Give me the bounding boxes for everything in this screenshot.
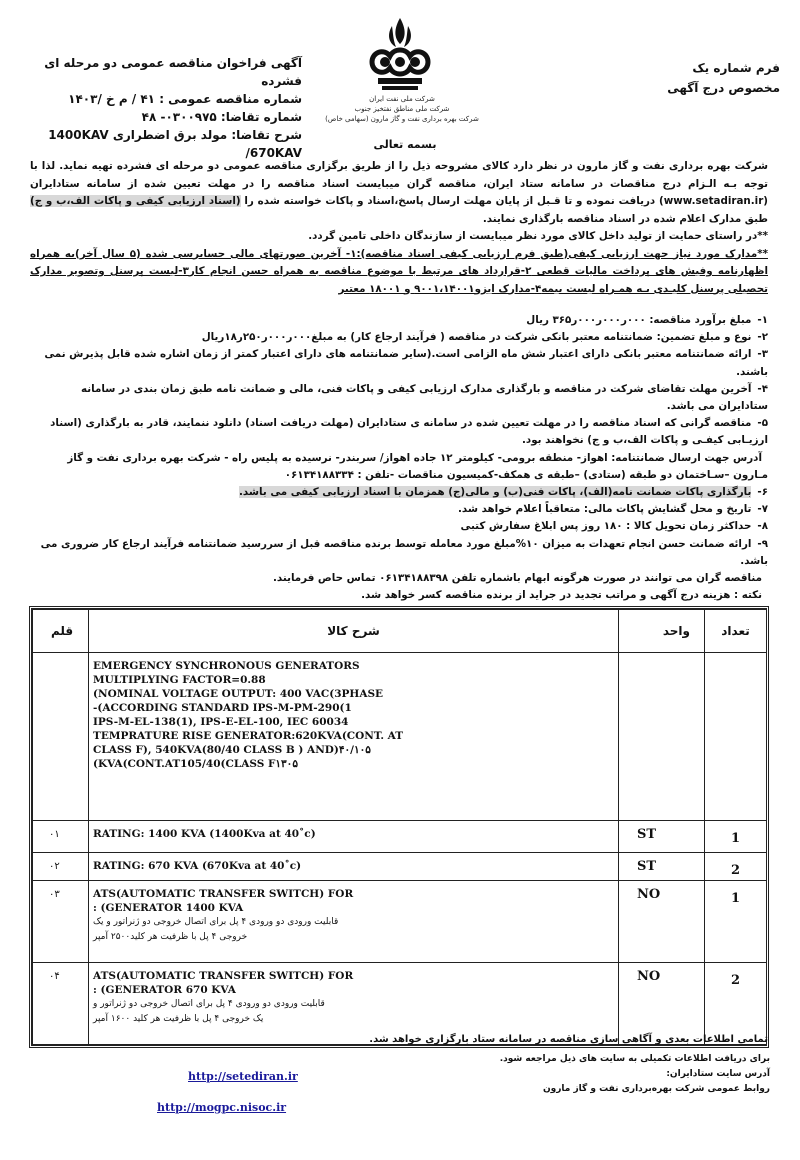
condition-number: ۳- — [757, 348, 768, 361]
col-header-item: قلم — [33, 610, 89, 653]
spec-line: -(ACCORDING STANDARD IPS-M-PM-290(1 — [93, 702, 352, 714]
condition-text: مناقصه گران می توانند در صورت هرگونه ابهام باشماره تلفن ۰۶۱۳۴۱۸۸۳۹۸ تماس حاص فرمایند. — [273, 572, 762, 585]
condition-number: ۶- — [757, 486, 768, 499]
condition-text: ارائه ضمانت حسن انجام تعهدات به میزان ۱۰%مبلغ مورد معامله توسط برنده مناقصه قبل از سررسید ضمانتنامه فرآیند ارجاع کار ضروری می باشد. — [40, 537, 768, 567]
ad-header — [12, 54, 302, 162]
contact-line: برای دریافت اطلاعات تکمیلی به سایت های ذیل مراجعه شود. — [499, 1054, 770, 1064]
condition-number: ۷- — [757, 503, 768, 516]
item-description — [89, 821, 619, 853]
ad-title: آگهی فراخوان مناقصه عمومی دو مرحله ای فشرده — [44, 56, 302, 88]
item-note: خروجی ۴ پل با ظرفیت هر کلید۲۵۰۰ آمپر — [93, 932, 248, 942]
company-line: شرکت ملی نفت ایران — [369, 95, 435, 103]
conditions-list — [30, 312, 768, 604]
nioc-logo-icon — [352, 14, 448, 94]
condition-text: نوع و مبلغ تضمین: ضمانتنامه معتبر بانکی شرکت در مناقصه ( فرآیند ارجاع کار) به مبلغ۰۰۰ر۰۰۰ر۲۵۰ر۱۸ریال — [201, 331, 752, 344]
item-note: قابلیت ورودی دو ورودی ۴ پل برای اتصال خروجی دو ژنراتور و یک — [93, 917, 339, 927]
request-number: شماره تقاضا: ۰۳۰۰۹۷۵- ۴۸ — [141, 110, 302, 124]
item-unit: ST — [619, 821, 705, 853]
item-title: RATING: 1400 KVA (1400Kva at 40˚c) — [93, 828, 316, 840]
condition-number: ۴- — [757, 382, 768, 395]
col-header-description: شرح کالا — [89, 610, 619, 653]
tender-number: شماره مناقصه عمومی : ۴۱ / م خ /۱۴۰۳ — [68, 92, 302, 106]
intro-paragraph — [30, 158, 768, 228]
item-title: RATING: 670 KVA (670Kva at 40˚c) — [93, 860, 302, 872]
mogpc-link[interactable]: http://mogpc.nisoc.ir — [157, 1101, 287, 1114]
condition-item — [30, 329, 768, 346]
request-description: شرح تقاضا: مولد برق اضطراری 1400KAV /670KAV — [48, 128, 302, 160]
condition-text: آدرس جهت ارسال ضمانتنامه: اهواز- منطقه برومی- کیلومتر ۱۲ جاده اهواز/ سربندر- نرسیده به پلیس راه - شرکت بهره برداری نفت و گاز مـارون –سـاختمان دو طبقه (ستادی) –طبقه ی همکف-کمیسیون مناقصات -تلفن : ۰۶۱۳۴۱۸۸۳۳۴ — [67, 451, 768, 481]
domestic-note: **در راستای حمایت از تولید داخل کالای مورد نظر میبایست از سازندگان داخلی تامین گردد. — [308, 230, 768, 242]
general-description — [89, 653, 619, 821]
item-unit: NO — [619, 881, 705, 963]
contact-line: روابط عمومی شرکت بهره‌برداری نفت و گاز مارون — [542, 1084, 770, 1094]
footer-note: تمامی اطلاعات بعدی و آگاهی سازی مناقصه در سامانه ستاد بارگزاری خواهد شد. — [369, 1034, 768, 1045]
item-quantity: 1 — [705, 881, 767, 963]
bismillah: بسمه تعالی — [373, 138, 437, 151]
table-row — [33, 821, 767, 853]
item-number: ۰۱ — [33, 821, 89, 853]
spec-line: TEMPRATURE RISE GENERATOR:620KVA(CONT. AT — [93, 730, 404, 742]
item-description — [89, 853, 619, 881]
item-unit: NO — [619, 963, 705, 1045]
condition-number: ۸- — [757, 520, 768, 533]
condition-text: آخرین مهلت تقاضای شرکت در مناقصه و بارگذاری مدارک ارزیابی کیفی و پاکات فنی، مالی و ضمانت نامه طبق زمان بندی در سامانه ستادایران می باشد. — [81, 382, 768, 413]
condition-item — [30, 346, 768, 380]
highlighted-text: (اسناد ارزیابی کیفی و پاکات الف،ب و ج) — [30, 195, 241, 207]
condition-number: ۹- — [757, 537, 768, 550]
general-description-row — [33, 653, 767, 821]
condition-item — [30, 536, 768, 570]
condition-item — [30, 450, 768, 484]
item-number: ۰۴ — [33, 963, 89, 1045]
table-cell — [619, 653, 705, 821]
item-description — [89, 963, 619, 1045]
item-number: ۰۲ — [33, 853, 89, 881]
condition-number: ۲- — [757, 331, 768, 344]
condition-text: نکته : هزینه درج آگهی و مراتب تجدید در جراید از برنده مناقصه کسر خواهد شد. — [361, 589, 762, 602]
condition-text: مبلغ برآورد مناقصه: ۰۰۰ر۰۰۰ر۰۰۰ر۳۶۵ ریال — [526, 314, 752, 326]
setadiran-link[interactable]: http://setediran.ir — [188, 1070, 298, 1083]
intro-section — [30, 158, 768, 298]
qualification-docs: **مدارک مورد نیاز جهت ارزیابی کیفی(طبق فرم ارزیابی کیفی اسناد مناقصه):۱- آخرین صورتهای مالی حسابرسی شده (۵ سال آخر)به همراه اظهارنامه وفیش های پرداخت مالیات قطعی ۲-قرارداد های مرتبط با موضوع مناقصه به همراه حسن انجام کار۳-لیست پرسنل وتصویر مدارک تحصیلی پرسنل کلیـدی بـه همـراه لیست بیمه۴-مدارک ایزو۹۰۰۱،۱۴۰۰۱ و ۱۸۰۰۱ معتبر — [30, 247, 768, 295]
condition-item — [30, 518, 768, 535]
item-unit: ST — [619, 853, 705, 881]
condition-item — [30, 381, 768, 415]
spec-line: EMERGENCY SYNCHRONOUS GENERATORS — [93, 660, 360, 672]
condition-item — [30, 312, 768, 329]
col-header-unit: واحد — [619, 610, 705, 653]
spec-line: (NOMINAL VOLTAGE OUTPUT: 400 VAC(3PHASE — [93, 688, 384, 700]
condition-item — [30, 415, 768, 449]
spec-line: MULTIPLYING FACTOR=0.88 — [93, 674, 266, 686]
table-row — [33, 853, 767, 881]
condition-number: ۵- — [757, 417, 768, 430]
table-cell — [33, 653, 89, 821]
item-title: ATS(AUTOMATIC TRANSFER SWITCH) FOR — [93, 970, 354, 982]
condition-text: تاریخ و محل گشایش پاکات مالی: متعاقباً اعلام خواهد شد. — [458, 503, 752, 516]
table-cell — [705, 653, 767, 821]
item-number: ۰۳ — [33, 881, 89, 963]
item-quantity: 2 — [705, 853, 767, 881]
intro-text-end: طبق مدارک اعلام شده در اسناد مناقصه بارگذاری نمایند. — [482, 212, 768, 225]
condition-item — [30, 587, 768, 604]
form-number: فرم شماره یک — [692, 61, 780, 75]
contact-info — [470, 1052, 770, 1097]
company-line: شرکت بهره برداری نفت و گاز مارون (سهامی خاص) — [325, 115, 479, 123]
table-row — [33, 881, 767, 963]
item-title-cont: : (GENERATOR 670 KVA — [93, 984, 236, 996]
condition-text: حداکثر زمان تحویل کالا : ۱۸۰ روز پس ابلاغ سفارش کتبی — [460, 520, 752, 533]
goods-table — [29, 606, 769, 1048]
spec-line: CLASS F), 540KVA(80/40 CLASS B ) AND)۴۰/۱۰۵ — [93, 744, 371, 756]
item-description — [89, 881, 619, 963]
item-note: یک خروجی ۴ پل با ظرفیت هر کلید ۱۶۰۰ آمپر — [93, 1014, 264, 1024]
contact-line: آدرس سایت ستادایران: — [666, 1069, 770, 1079]
company-lines — [322, 94, 482, 124]
table-row — [33, 963, 767, 1045]
form-purpose: مخصوص درج آگهی — [667, 81, 780, 95]
item-note: قابلیت ورودی دو ورودی ۴ پل برای اتصال خروجی دو ژنراتور و — [93, 999, 325, 1009]
condition-item — [30, 570, 768, 587]
form-label — [610, 58, 780, 98]
condition-item — [30, 501, 768, 518]
item-quantity: 1 — [705, 821, 767, 853]
item-title-cont: : (GENERATOR 1400 KVA — [93, 902, 244, 914]
company-line: شرکت ملی مناطق نفتخیز جنوب — [354, 105, 450, 113]
item-quantity: 2 — [705, 963, 767, 1045]
condition-text: ارائه ضمانتنامه معتبر بانکی دارای اعتبار شش ماه الزامی است.(سایر ضمانتنامه های دارای اعتبار کمتر از زمان اشاره شده قابل پذیرش نمی باشند. — [44, 348, 768, 378]
condition-item — [30, 484, 768, 501]
condition-number: ۱- — [757, 314, 768, 326]
condition-text: مناقصه گرانی که اسناد مناقصه را در مهلت تعیین شده در سامانه ی ستادایران (مهلت دریافت اسناد) دانلود ننمایند، قادر به بارگذاری (اسناد ارزیـابی کیفـی و پاکات الف،ب و ج) نخواهند بود. — [50, 417, 768, 447]
item-title: ATS(AUTOMATIC TRANSFER SWITCH) FOR — [93, 888, 354, 900]
condition-text: بارگذاری پاکات ضمانت نامه(الف)، پاکات فنی(ب) و مالی(ج) همزمان با اسناد ارزیابی کیفی می باشد. — [239, 486, 752, 499]
intro-text: شرکت بهره برداری نفت و گاز مارون در نظر دارد کالای مشروحه ذیل را از طریق برگزاری مناقصه عمومی دو مرحله ای فشرده تهیه نماید. لذا با توجه بـه الـزام درج مناقصات در سامانه ستاد ایران، مناقصه گران میبایست اسناد مناقصه را در مهلت تعیین شده از سامانه ستادایران (www.setadiran.ir) دریافت نموده و تا قـبل از پایان مهلت ارسال پاسخ،اسناد و پاکات خواسته شده را — [30, 160, 768, 207]
table-header-row — [33, 610, 767, 653]
col-header-quantity: تعداد — [705, 610, 767, 653]
spec-line: IPS-M-EL-138(1), IPS-E-EL-100, IEC 60034 — [93, 716, 349, 728]
spec-line: (KVA(CONT.AT105/40(CLASS F۱۳۰۵ — [93, 758, 298, 770]
